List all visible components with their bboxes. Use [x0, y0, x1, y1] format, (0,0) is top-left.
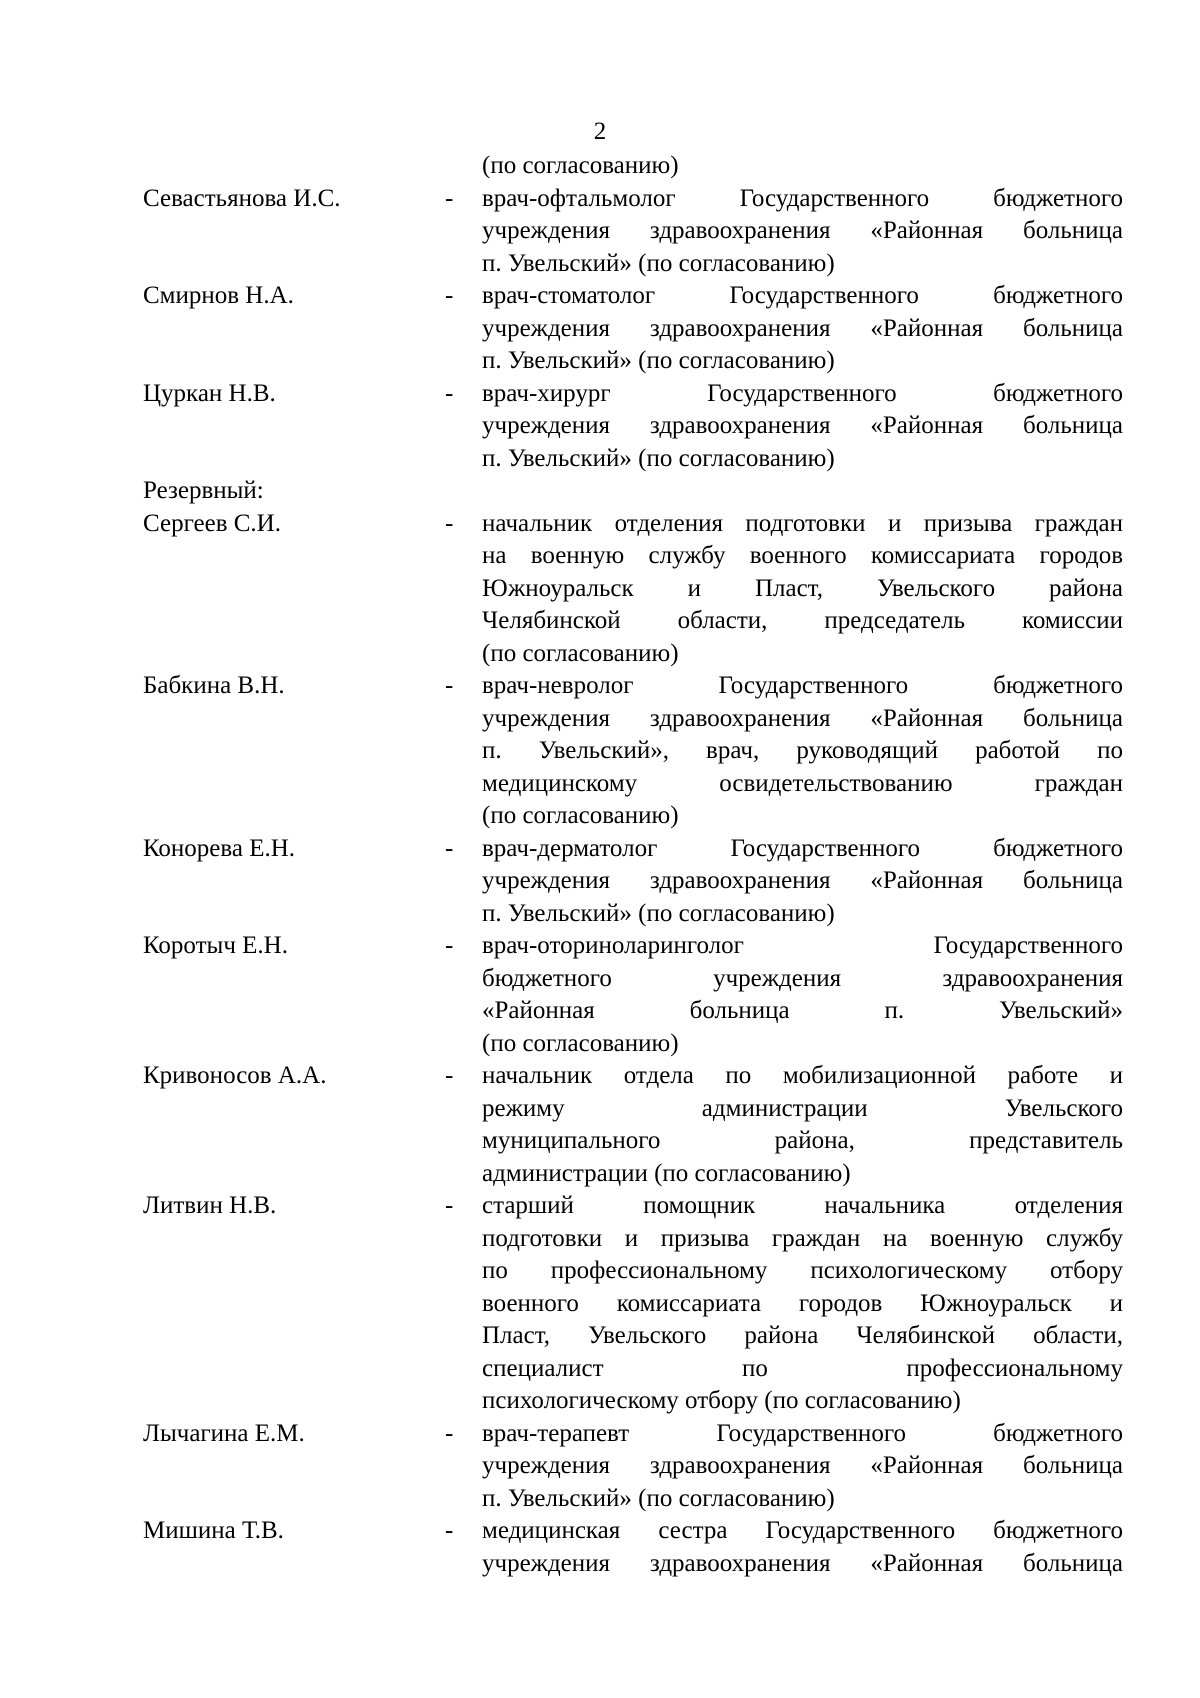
- member-name: Кривоносов А.А.: [143, 1062, 327, 1089]
- description-line: учреждения здравоохранения «Районная больница: [482, 314, 1123, 342]
- member-list: [143, 150, 1123, 1580]
- description-line: специалист по профессиональному: [482, 1354, 1123, 1382]
- member-row-tsurkan: [143, 378, 1123, 476]
- member-row-sevastyanova: [143, 183, 1123, 281]
- member-dash: -: [445, 1192, 454, 1219]
- member-description: [482, 1060, 1123, 1190]
- description-line: старший помощник начальника отделения: [482, 1192, 1123, 1219]
- member-row-krivonosov: [143, 1060, 1123, 1190]
- description-line: начальник отдела по мобилизационной работе и: [482, 1062, 1123, 1089]
- description-line: п. Увельский» (по согласованию): [482, 899, 835, 927]
- description-line: п. Увельский» (по согласованию): [482, 347, 835, 374]
- member-description: [482, 1190, 1123, 1418]
- member-name: Смирнов Н.А.: [143, 282, 294, 309]
- page-number: 2: [593, 118, 607, 145]
- member-dash: -: [445, 672, 454, 699]
- member-description: [482, 670, 1123, 833]
- description-line: врач-стоматолог Государственного бюджетного: [482, 282, 1123, 309]
- description-line: медицинскому освидетельствованию граждан: [482, 769, 1123, 797]
- member-dash: -: [445, 509, 454, 537]
- member-row-babkina: [143, 670, 1123, 833]
- description-line: учреждения здравоохранения «Районная больница: [482, 1452, 1123, 1479]
- member-description: [482, 1418, 1123, 1516]
- member-description: [482, 1515, 1123, 1580]
- description-line: учреждения здравоохранения «Районная больница: [482, 704, 1123, 732]
- description-line: медицинская сестра Государственного бюджетного: [482, 1517, 1123, 1544]
- description-line: врач-хирург Государственного бюджетного: [482, 379, 1123, 407]
- description-line: учреждения здравоохранения «Районная больница: [482, 217, 1123, 244]
- description-line: психологическому отбору (по согласованию): [482, 1387, 961, 1414]
- description-line: Пласт, Увельского района Челябинской области,: [482, 1322, 1123, 1349]
- member-row-mishina: [143, 1515, 1123, 1580]
- member-name: Сергеев С.И.: [143, 509, 281, 537]
- member-name: Коротыч Е.Н.: [143, 932, 288, 959]
- description-line: Челябинской области, председатель комиссии: [482, 607, 1123, 634]
- member-description: [482, 930, 1123, 1060]
- member-description: [482, 508, 1123, 671]
- description-line: Южноуральск и Пласт, Увельского района: [482, 574, 1123, 602]
- member-dash: -: [445, 379, 454, 407]
- description-line: (по согласованию): [482, 802, 679, 829]
- member-name: Литвин Н.В.: [143, 1192, 277, 1219]
- description-line: на военную службу военного комиссариата городов: [482, 542, 1123, 569]
- description-line: п. Увельский» (по согласованию): [482, 1484, 835, 1512]
- member-dash: -: [445, 282, 454, 309]
- description-line: администрации (по согласованию): [482, 1159, 851, 1187]
- description-line: учреждения здравоохранения «Районная больница: [482, 867, 1123, 894]
- member-name: Севастьянова И.С.: [143, 184, 341, 212]
- member-row-korotych: [143, 930, 1123, 1060]
- member-dash: -: [445, 184, 454, 212]
- description-line: «Районная больница п. Увельский»: [482, 997, 1123, 1024]
- member-dash: -: [445, 1419, 454, 1447]
- member-dash: -: [445, 932, 454, 959]
- description-line: врач-терапевт Государственного бюджетного: [482, 1419, 1123, 1447]
- description-line: врач-невролог Государственного бюджетного: [482, 672, 1123, 699]
- description-line: врач-оториноларинголог Государственного: [482, 932, 1123, 959]
- description-line: п. Увельский» (по согласованию): [482, 444, 835, 472]
- member-name: Лычагина Е.М.: [143, 1419, 305, 1447]
- member-description: [482, 150, 1123, 183]
- member-name: Мишина Т.В.: [143, 1517, 284, 1544]
- member-description: [482, 378, 1123, 476]
- reserve-heading-row: [143, 475, 1123, 508]
- description-line: п. Увельский» (по согласованию): [482, 249, 835, 277]
- member-dash: -: [445, 1517, 454, 1544]
- member-description: [482, 280, 1123, 378]
- description-line: начальник отделения подготовки и призыва граждан: [482, 509, 1123, 537]
- member-dash: -: [445, 1062, 454, 1089]
- description-line: (по согласованию): [482, 1029, 679, 1057]
- description-line: врач-дерматолог Государственного бюджетного: [482, 834, 1123, 862]
- member-name: Конорева Е.Н.: [143, 834, 296, 862]
- description-line: муниципального района, представитель: [482, 1127, 1123, 1154]
- description-line: режиму администрации Увельского: [482, 1094, 1123, 1122]
- description-line: подготовки и призыва граждан на военную службу: [482, 1224, 1123, 1252]
- description-line: п. Увельский», врач, руководящий работой по: [482, 737, 1123, 764]
- member-row-lychagina: [143, 1418, 1123, 1516]
- member-dash: -: [445, 834, 454, 862]
- member-row-konoreva: [143, 833, 1123, 931]
- description-line: учреждения здравоохранения «Районная больница: [482, 1549, 1123, 1577]
- continuation-row: [143, 150, 1123, 183]
- description-line: врач-офтальмолог Государственного бюджетного: [482, 184, 1123, 212]
- description-line: (по согласованию): [482, 639, 679, 667]
- member-row-litvin: [143, 1190, 1123, 1418]
- member-name: Бабкина В.Н.: [143, 672, 285, 699]
- description-line: бюджетного учреждения здравоохранения: [482, 964, 1123, 992]
- description-line: (по согласованию): [482, 152, 679, 179]
- description-line: по профессиональному психологическому отбору: [482, 1257, 1123, 1284]
- description-line: военного комиссариата городов Южноуральск и: [482, 1289, 1123, 1317]
- description-line: учреждения здравоохранения «Районная больница: [482, 412, 1123, 439]
- member-description: [482, 183, 1123, 281]
- member-row-sergeev: [143, 508, 1123, 671]
- member-row-smirnov: [143, 280, 1123, 378]
- member-description: [482, 833, 1123, 931]
- member-name: Цуркан Н.В.: [143, 379, 276, 407]
- reserve-heading: Резервный:: [143, 477, 264, 504]
